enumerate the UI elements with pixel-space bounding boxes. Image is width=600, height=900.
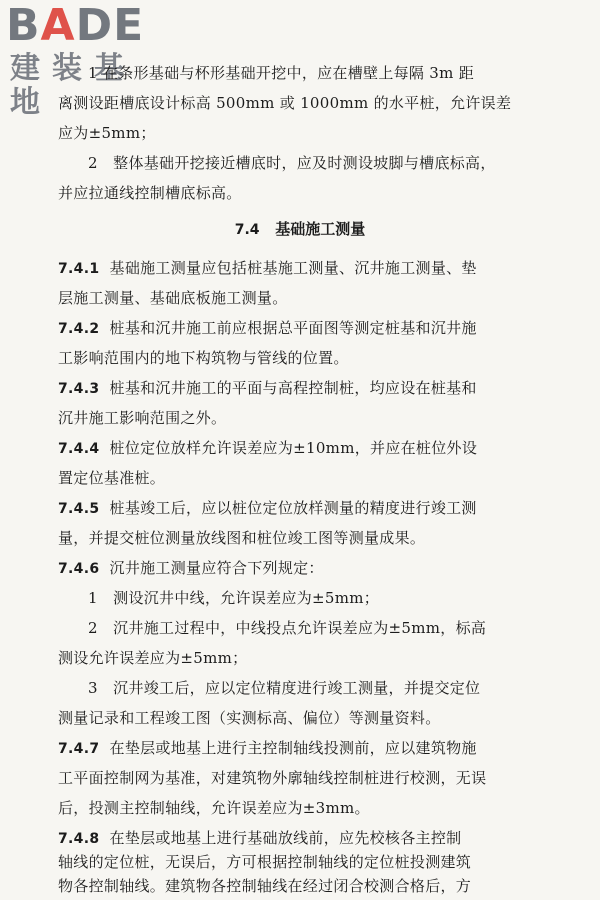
clause-7-4-3 bbox=[58, 377, 558, 399]
clause-text: 在垫层或地基上进行主控制轴线投测前，应以建筑物施 bbox=[109, 739, 477, 757]
text-line: 工平面控制网为基准，对建筑物外廓轴线控制桩进行校测，无误 bbox=[58, 769, 487, 787]
clause-number: 7.4.8 bbox=[58, 831, 100, 847]
logo-letter-b: B bbox=[6, 0, 41, 51]
logo-letter-a: A bbox=[40, 0, 76, 51]
clause-number: 7.4.7 bbox=[58, 741, 100, 757]
list-item: 1 测设沉井中线，允许误差应为±5mm； bbox=[88, 589, 380, 607]
text-line: 测设允许误差应为±5mm； bbox=[58, 649, 248, 667]
text-line: 轴线的定位桩，无误后，方可根据控制轴线的定位桩投测建筑 bbox=[58, 853, 472, 871]
clause-text: 在垫层或地基上进行基础放线前，应先校核各主控制 bbox=[109, 829, 462, 847]
text-line: 量，并提交桩位测量放线图和桩位竣工图等测量成果。 bbox=[58, 529, 426, 547]
text-line: 测量记录和工程竣工图（实测标高、偏位）等测量资料。 bbox=[58, 709, 441, 727]
clause-7-4-1 bbox=[58, 257, 558, 279]
text-line: 1 在条形基础与杯形基础开挖中，应在槽壁上每隔 3m 距 bbox=[88, 64, 475, 82]
text-line: 沉井施工影响范围之外。 bbox=[58, 409, 227, 427]
text-line: 置定位基准桩。 bbox=[58, 469, 166, 487]
clause-text: 基础施工测量应包括桩基施工测量、沉井施工测量、垫 bbox=[109, 259, 477, 277]
text-line: 离测设距槽底设计标高 500mm 或 1000mm 的水平桩，允许误差 bbox=[58, 94, 512, 112]
clause-text: 桩基和沉井施工的平面与高程控制桩，均应设在桩基和 bbox=[109, 379, 477, 397]
section-number: 7.4 bbox=[234, 222, 260, 238]
text-line: 层施工测量、基础底板施工测量。 bbox=[58, 289, 288, 307]
logo-wordmark bbox=[6, 2, 144, 50]
clause-number: 7.4.6 bbox=[58, 561, 100, 577]
clause-number: 7.4.2 bbox=[58, 321, 100, 337]
clause-text: 桩基和沉井施工前应根据总平面图等测定桩基和沉井施 bbox=[109, 319, 477, 337]
clause-7-4-2 bbox=[58, 317, 558, 339]
section-title: 基础施工测量 bbox=[275, 220, 366, 238]
clause-text: 沉井施工测量应符合下列规定： bbox=[109, 559, 324, 577]
text-line: 并应拉通线控制槽底标高。 bbox=[58, 184, 242, 202]
clause-text: 桩位定位放样允许误差应为±10mm，并应在桩位外设 bbox=[109, 439, 478, 457]
clause-7-4-6 bbox=[58, 557, 558, 579]
logo-subtitle: 建装基地 bbox=[10, 51, 136, 120]
clause-7-4-5 bbox=[58, 497, 558, 519]
text-line: 应为±5mm； bbox=[58, 124, 156, 142]
clause-7-4-8 bbox=[58, 827, 558, 849]
clause-number: 7.4.5 bbox=[58, 501, 100, 517]
clause-number: 7.4.4 bbox=[58, 441, 100, 457]
clause-7-4-7 bbox=[58, 737, 558, 759]
section-heading bbox=[0, 218, 600, 241]
text-line: 2 整体基础开挖接近槽底时，应及时测设坡脚与槽底标高， bbox=[88, 154, 496, 172]
clause-number: 7.4.3 bbox=[58, 381, 100, 397]
text-line: 后，投测主控制轴线，允许误差应为±3mm。 bbox=[58, 799, 370, 817]
text-line: 工影响范围内的地下构筑物与管线的位置。 bbox=[58, 349, 349, 367]
clause-7-4-4 bbox=[58, 437, 558, 459]
clause-number: 7.4.1 bbox=[58, 261, 100, 277]
text-line: 物各控制轴线。建筑物各控制轴线在经过闭合校测合格后，方 bbox=[58, 877, 472, 895]
list-item: 3 沉井竣工后，应以定位精度进行竣工测量，并提交定位 bbox=[88, 679, 481, 697]
logo-letters-de: DE bbox=[75, 0, 145, 51]
clause-text: 桩基竣工后，应以桩位定位放样测量的精度进行竣工测 bbox=[109, 499, 477, 517]
list-item: 2 沉井施工过程中，中线投点允许误差应为±5mm，标高 bbox=[88, 619, 487, 637]
